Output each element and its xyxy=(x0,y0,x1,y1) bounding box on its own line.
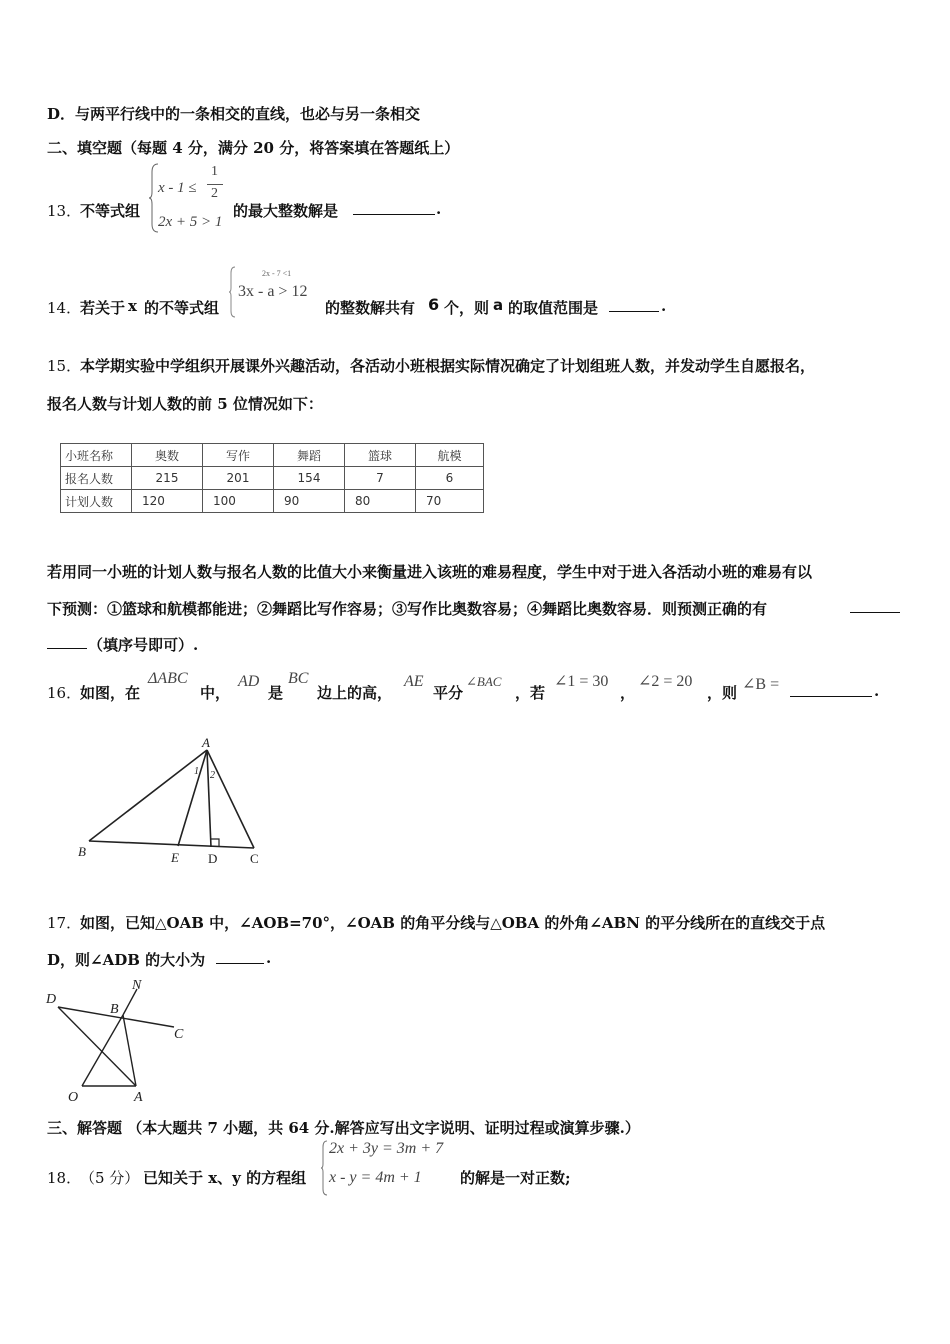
q18-post: 的解是一对正数; xyxy=(460,1169,571,1187)
q13-end: . xyxy=(436,200,442,218)
q13-number: 13． xyxy=(47,202,82,220)
q13-eq2: 2x + 5 > 1 xyxy=(158,214,223,230)
q16-t7: ， xyxy=(620,684,636,702)
q16-m4: AE xyxy=(404,673,424,690)
q18-pre: 已知关于 x、y 的方程组 xyxy=(143,1169,307,1187)
table-header-cell: 写作 xyxy=(203,444,274,467)
q16-t5: 平分 xyxy=(433,684,464,702)
q15-para3: （填序号即可）. xyxy=(88,636,199,654)
point-a-label: A xyxy=(202,735,210,750)
q13-prefix: 不等式组 xyxy=(80,202,141,220)
q17-end: . xyxy=(266,949,272,967)
table-row xyxy=(61,444,484,467)
table-header-cell: 舞蹈 xyxy=(274,444,345,467)
q14-eq2: 3x - a > 12 xyxy=(238,283,308,300)
segment-ad xyxy=(207,750,211,847)
table-row xyxy=(61,490,484,513)
q16-m2: AD xyxy=(238,673,260,690)
segment-bc xyxy=(89,841,254,848)
q14-var-a: a xyxy=(493,296,504,314)
section-3-title: 三、解答题 （本大题共 7 小题，共 64 分.解答应写出文字说明、证明过程或演算步骤.） xyxy=(47,1119,640,1137)
point-b-label: B xyxy=(110,1002,119,1017)
q16-m8: ∠B = xyxy=(742,676,780,693)
segment-ac xyxy=(207,750,254,848)
segment-ae xyxy=(178,750,207,846)
q17-answer-blank[interactable] xyxy=(216,949,264,964)
q15-line1: 本学期实验中学组织开展课外兴趣活动，各活动小班根据实际情况确定了计划组班人数，并发动学生自愿报名， xyxy=(80,357,816,375)
q14-count: 6 xyxy=(428,295,440,314)
q16-m3: BC xyxy=(288,670,309,687)
q18-eq2: x - y = 4m + 1 xyxy=(329,1169,422,1186)
q16-t3: 是 xyxy=(268,684,284,702)
q13-frac-num: 1 xyxy=(211,164,218,179)
q16-t2: 中， xyxy=(200,684,231,702)
q16-t8: ，则 xyxy=(707,684,738,702)
q14-var-x: x xyxy=(128,297,137,315)
q18-score: （5 分） xyxy=(80,1169,140,1187)
table-cell: 154 xyxy=(274,467,345,490)
q14-post1: 的整数解共有 xyxy=(325,299,416,317)
option-d xyxy=(47,103,420,124)
q14-end: . xyxy=(661,297,667,315)
point-o-label: O xyxy=(68,1090,79,1105)
segment-ob xyxy=(82,1015,123,1086)
point-e-label: E xyxy=(171,850,179,865)
q15-number: 15． xyxy=(47,357,82,375)
q18-eq1: 2x + 3y = 3m + 7 xyxy=(329,1140,444,1157)
q13-eq1: x - 1 ≤ xyxy=(158,180,197,196)
table-header-cell: 航模 xyxy=(416,444,484,467)
point-c-label: C xyxy=(250,851,259,866)
angle-2-label: 2 xyxy=(210,770,215,781)
table-cell: 90 xyxy=(274,490,345,513)
q18-number: 18． xyxy=(47,1169,82,1187)
q17-number: 17． xyxy=(47,914,82,932)
q15-answer-blank-1[interactable] xyxy=(850,598,900,613)
q14-brace xyxy=(228,266,238,318)
table-cell: 201 xyxy=(203,467,274,490)
point-a-label: A xyxy=(134,1090,143,1105)
q16-number: 16． xyxy=(47,684,82,702)
point-b-label: B xyxy=(78,844,86,859)
table-cell: 报名人数 xyxy=(61,467,132,490)
point-c-label: C xyxy=(174,1027,184,1042)
table-header-cell: 篮球 xyxy=(345,444,416,467)
q16-answer-blank[interactable] xyxy=(790,682,872,697)
table-cell: 6 xyxy=(416,467,484,490)
q16-m6: ∠1 = 30 xyxy=(554,673,609,690)
table-cell: 计划人数 xyxy=(61,490,132,513)
q15-answer-blank-2[interactable] xyxy=(47,634,87,649)
q16-t1: 如图，在 xyxy=(80,684,141,702)
table-header-cell: 小班名称 xyxy=(61,444,132,467)
q13-frac-bar xyxy=(207,184,223,185)
table-cell: 215 xyxy=(132,467,203,490)
q14-number: 14． xyxy=(47,299,82,317)
q17-line2: D，则∠ADB 的大小为 xyxy=(47,951,206,969)
q15-table xyxy=(60,443,484,513)
q15-line2: 报名人数与计划人数的前 5 位情况如下： xyxy=(47,395,323,413)
table-cell: 7 xyxy=(345,467,416,490)
point-d-label: D xyxy=(46,992,57,1007)
q14-post2: 个，则 xyxy=(444,299,490,317)
table-cell: 120 xyxy=(132,490,203,513)
q14-mid: 的不等式组 xyxy=(144,299,220,317)
table-cell: 70 xyxy=(416,490,484,513)
q13-frac-den: 2 xyxy=(211,186,218,201)
q17-figure xyxy=(40,975,200,1105)
q14-post3: 的取值范围是 xyxy=(508,299,599,317)
q16-m7: ∠2 = 20 xyxy=(638,673,693,690)
point-d-label: D xyxy=(208,851,218,866)
table-row xyxy=(61,467,484,490)
q16-t4: 边上的高， xyxy=(317,684,393,702)
q14-pre: 若关于 xyxy=(80,299,126,317)
q16-end: . xyxy=(874,682,880,700)
q16-triangle-figure xyxy=(70,730,280,870)
point-n-label: N xyxy=(132,978,142,993)
q13-post: 的最大整数解是 xyxy=(233,202,339,220)
table-header-cell: 奥数 xyxy=(132,444,203,467)
option-d-label: D． xyxy=(47,105,76,123)
table-cell: 80 xyxy=(345,490,416,513)
q15-para2: 下预测：①篮球和航模都能进；②舞蹈比写作容易；③写作比奥数容易；④舞蹈比奥数容易．则预测正确的有 xyxy=(47,600,768,618)
segment-ab xyxy=(89,750,207,841)
q17-line1: 如图，已知△OAB 中，∠AOB=70°，∠OAB 的角平分线与△OBA 的外角∠ABN 的平分线所在的直线交于点 xyxy=(80,914,826,932)
q16-m1: ΔABC xyxy=(148,670,188,687)
section-2-title: 二、填空题（每题 4 分，满分 20 分，将答案填在答题纸上） xyxy=(47,139,460,157)
table-cell: 100 xyxy=(203,490,274,513)
option-d-text: 与两平行线中的一条相交的直线，也必与另一条相交 xyxy=(75,105,421,123)
q16-t6: ，若 xyxy=(515,684,546,702)
q16-m5: ∠BAC xyxy=(466,674,502,689)
q14-answer-blank[interactable] xyxy=(609,297,659,312)
angle-1-label: 1 xyxy=(194,766,199,777)
q13-answer-blank[interactable] xyxy=(353,200,435,215)
q15-para1: 若用同一小班的计划人数与报名人数的比值大小来衡量进入该班的难易程度，学生中对于进入各活动小班的难易有以 xyxy=(47,563,813,581)
q14-eq1: 2x - 7 <1 xyxy=(262,269,292,278)
